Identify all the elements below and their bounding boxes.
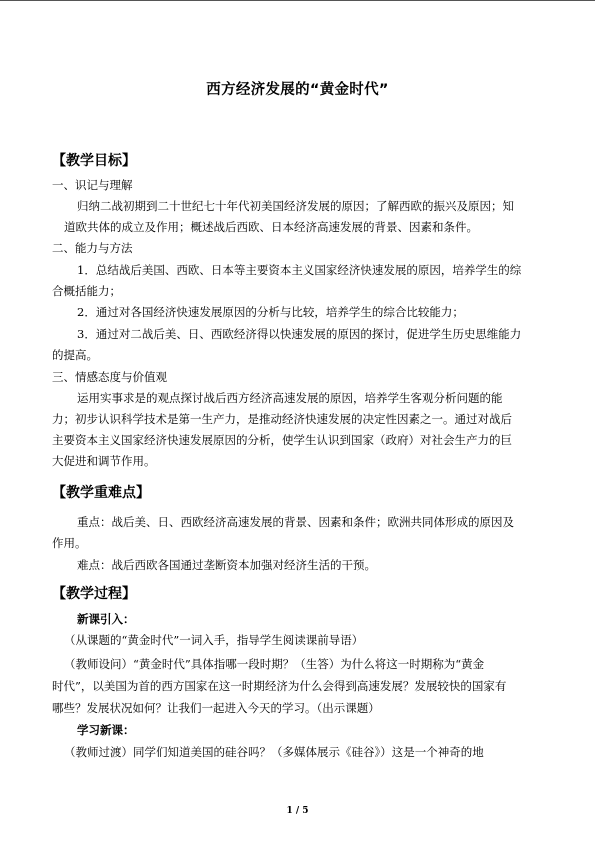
- paragraph-line: 哪些？发展状况如何？让我们一起进入今天的学习。（出示课题）: [52, 701, 380, 715]
- paragraph-line: （从课题的“黄金时代”一词入手，指导学生阅读课前导语）: [64, 633, 364, 647]
- objective-heading-2: 二、能力与方法: [52, 241, 133, 255]
- paragraph-line: 时代”，以美国为首的西方国家在这一时期经济为什么会得到高速发展？发展较快的国家有: [52, 679, 507, 693]
- paragraph-line: 作用。: [52, 536, 87, 550]
- objective-heading-1: 一、识记与理解: [52, 178, 133, 192]
- paragraph-line: 大促进和调节作用。: [52, 454, 156, 468]
- paragraph-line: 运用实事求是的观点探讨战后西方经济高速发展的原因，培养学生客观分析问题的能: [77, 391, 503, 405]
- page-top-rule: [0, 0, 595, 1]
- paragraph-line: 归纳二战初期到二十世纪七十年代初美国经济发展的原因；了解西欧的振兴及原因；知: [77, 199, 514, 213]
- list-item-line: 1．总结战后美国、西欧、日本等主要资本主义国家经济快速发展的原因，培养学生的综: [77, 263, 522, 277]
- paragraph-line: （教师过渡）同学们知道美国的硅谷吗？（多媒体展示《硅谷》）这是一个神奇的地: [64, 745, 484, 759]
- document-title: 西方经济发展的“黄金时代”: [206, 82, 389, 98]
- paragraph-line: 道欧共体的成立及作用；概述战后西欧、日本经济高速发展的背景、因素和条件。: [64, 220, 478, 234]
- section-heading-key-points: 【教学重难点】: [52, 485, 150, 501]
- page-number: 1 / 5: [286, 806, 309, 816]
- list-item: 2．通过对各国经济快速发展原因的分析与比较，培养学生的综合比较能力；: [77, 305, 464, 319]
- section-heading-objectives: 【教学目标】: [52, 153, 136, 169]
- section-heading-process: 【教学过程】: [52, 586, 136, 602]
- list-item-line: 3．通过对二战后美、日、西欧经济得以快速发展的原因的探讨，促进学生历史思维能力: [77, 327, 522, 341]
- list-item-line: 的提高。: [52, 348, 98, 362]
- paragraph-line: （教师设问）“黄金时代”具体指哪一段时期？（生答）为什么将这一时期称为“黄金: [64, 657, 485, 671]
- paragraph-line: 重点：战后美、日、西欧经济高速发展的背景、因素和条件；欧洲共同体形成的原因及: [77, 515, 514, 529]
- objective-heading-3: 三、情感态度与价值观: [52, 370, 167, 384]
- list-item-line: 合概括能力；: [52, 284, 121, 298]
- paragraph-line: 力；初步认识科学技术是第一生产力，是推动经济快速发展的决定性因素之一。通过对战后: [52, 412, 512, 426]
- paragraph-line: 难点：战后西欧各国通过垄断资本加强对经济生活的干预。: [77, 558, 376, 572]
- subheading-study: 学习新课：: [77, 723, 135, 737]
- paragraph-line: 主要资本主义国家经济快速发展原因的分析，使学生认识到国家（政府）对社会生产力的巨: [52, 433, 512, 447]
- subheading-intro: 新课引入：: [77, 612, 135, 626]
